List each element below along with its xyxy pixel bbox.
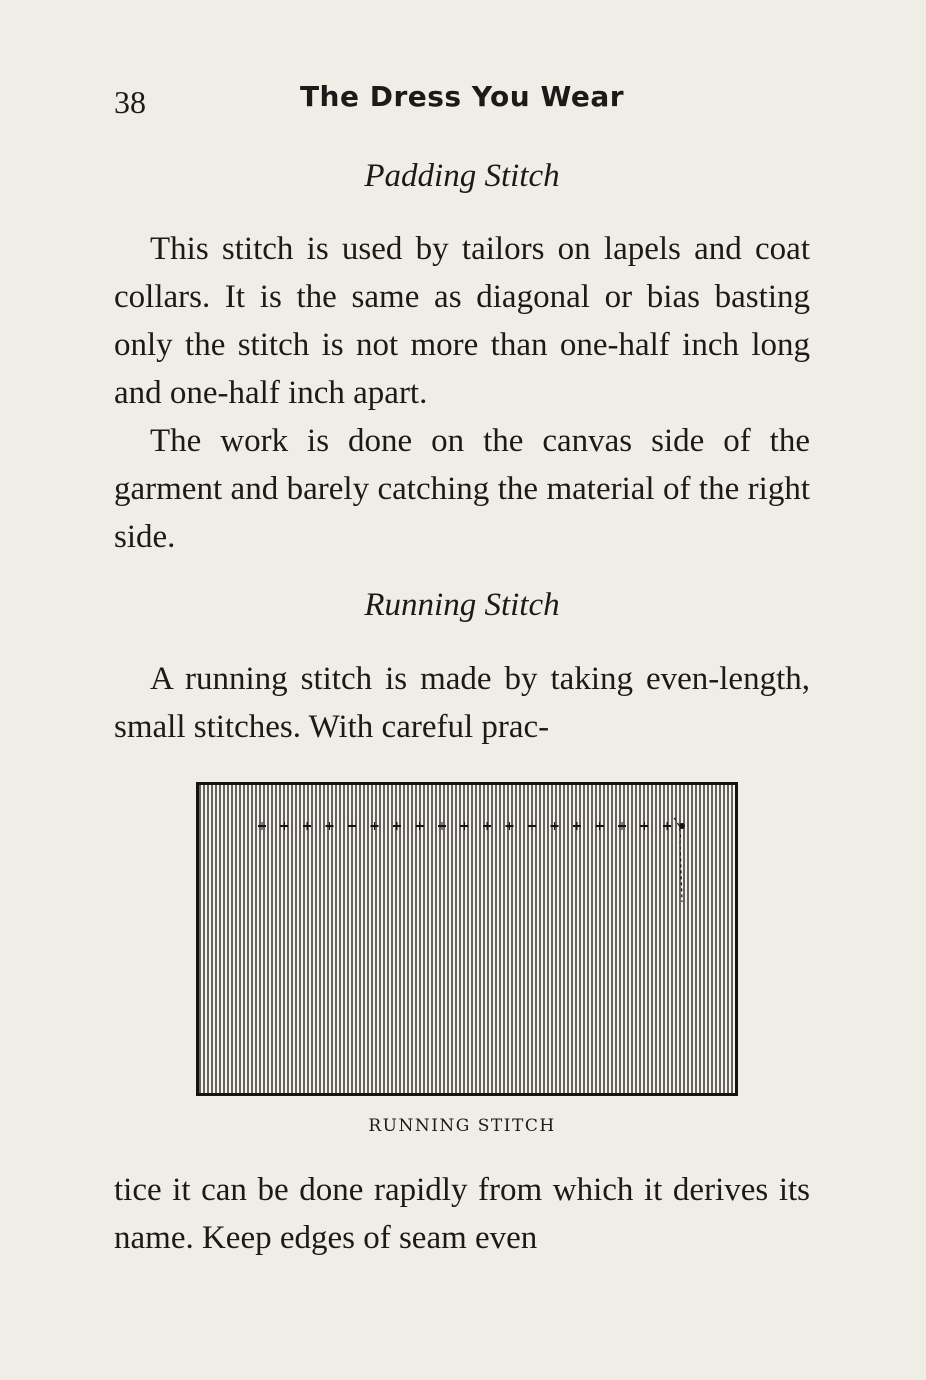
- paragraph-padding-2: The work is done on the canvas side of the garment and barely catching the material of the right side.: [114, 423, 810, 555]
- section-title-padding-stitch: Padding Stitch: [364, 158, 560, 194]
- page-number: 38: [114, 84, 146, 120]
- page-header: [114, 78, 810, 124]
- section-title-running-stitch: Running Stitch: [364, 587, 560, 623]
- running-stitch-figure: [196, 782, 738, 1096]
- running-stitch-illustration: [196, 782, 738, 1096]
- paragraph-padding-1: This stitch is used by tailors on lapels and coat collars. It is the same as diagonal or bias basting only the stitch is not more than one-half inch long and one-half inch apart.: [114, 231, 810, 411]
- paragraph-continuation: tice it can be done rapidly from which it derives its name. Keep edges of seam even: [114, 1172, 810, 1256]
- paragraph-running-1: A running stitch is made by taking even-length, small stitches. With careful prac-: [114, 661, 810, 745]
- figure-caption: RUNNING STITCH: [368, 1116, 556, 1136]
- running-head: The Dress You Wear: [299, 80, 625, 113]
